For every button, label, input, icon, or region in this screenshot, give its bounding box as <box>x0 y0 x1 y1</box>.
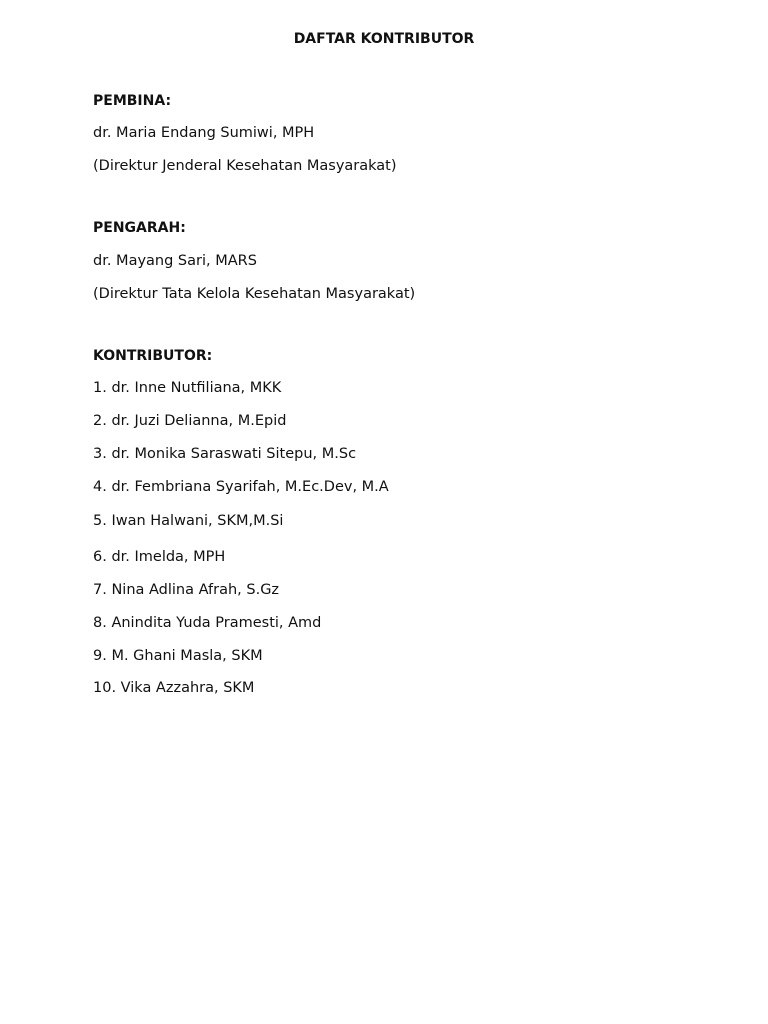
pengarah-position: (Direktur Tata Kelola Kesehatan Masyarakat) <box>93 286 416 302</box>
kontributor-item: 1. dr. Inne Nutfiliana, MKK <box>93 380 282 396</box>
pengarah-heading: PENGARAH: <box>93 220 186 236</box>
document-title: DAFTAR KONTRIBUTOR <box>293 31 475 47</box>
kontributor-item: 10. Vika Azzahra, SKM <box>93 680 255 696</box>
kontributor-item: 3. dr. Monika Saraswati Sitepu, M.Sc <box>93 446 357 462</box>
pengarah-name: dr. Mayang Sari, MARS <box>93 253 257 269</box>
kontributor-heading: KONTRIBUTOR: <box>93 348 213 364</box>
kontributor-item: 7. Nina Adlina Afrah, S.Gz <box>93 582 280 598</box>
kontributor-item: 9. M. Ghani Masla, SKM <box>93 648 263 664</box>
kontributor-item: 2. dr. Juzi Delianna, M.Epid <box>93 413 287 429</box>
pembina-position: (Direktur Jenderal Kesehatan Masyarakat) <box>93 158 397 174</box>
pembina-name: dr. Maria Endang Sumiwi, MPH <box>93 125 315 141</box>
pembina-heading: PEMBINA: <box>93 93 172 109</box>
kontributor-item: 5. Iwan Halwani, SKM,M.Si <box>93 513 284 529</box>
kontributor-item: 6. dr. Imelda, MPH <box>93 549 226 565</box>
kontributor-item: 8. Anindita Yuda Pramesti, Amd <box>93 615 322 631</box>
kontributor-item: 4. dr. Fembriana Syarifah, M.Ec.Dev, M.A <box>93 479 389 495</box>
